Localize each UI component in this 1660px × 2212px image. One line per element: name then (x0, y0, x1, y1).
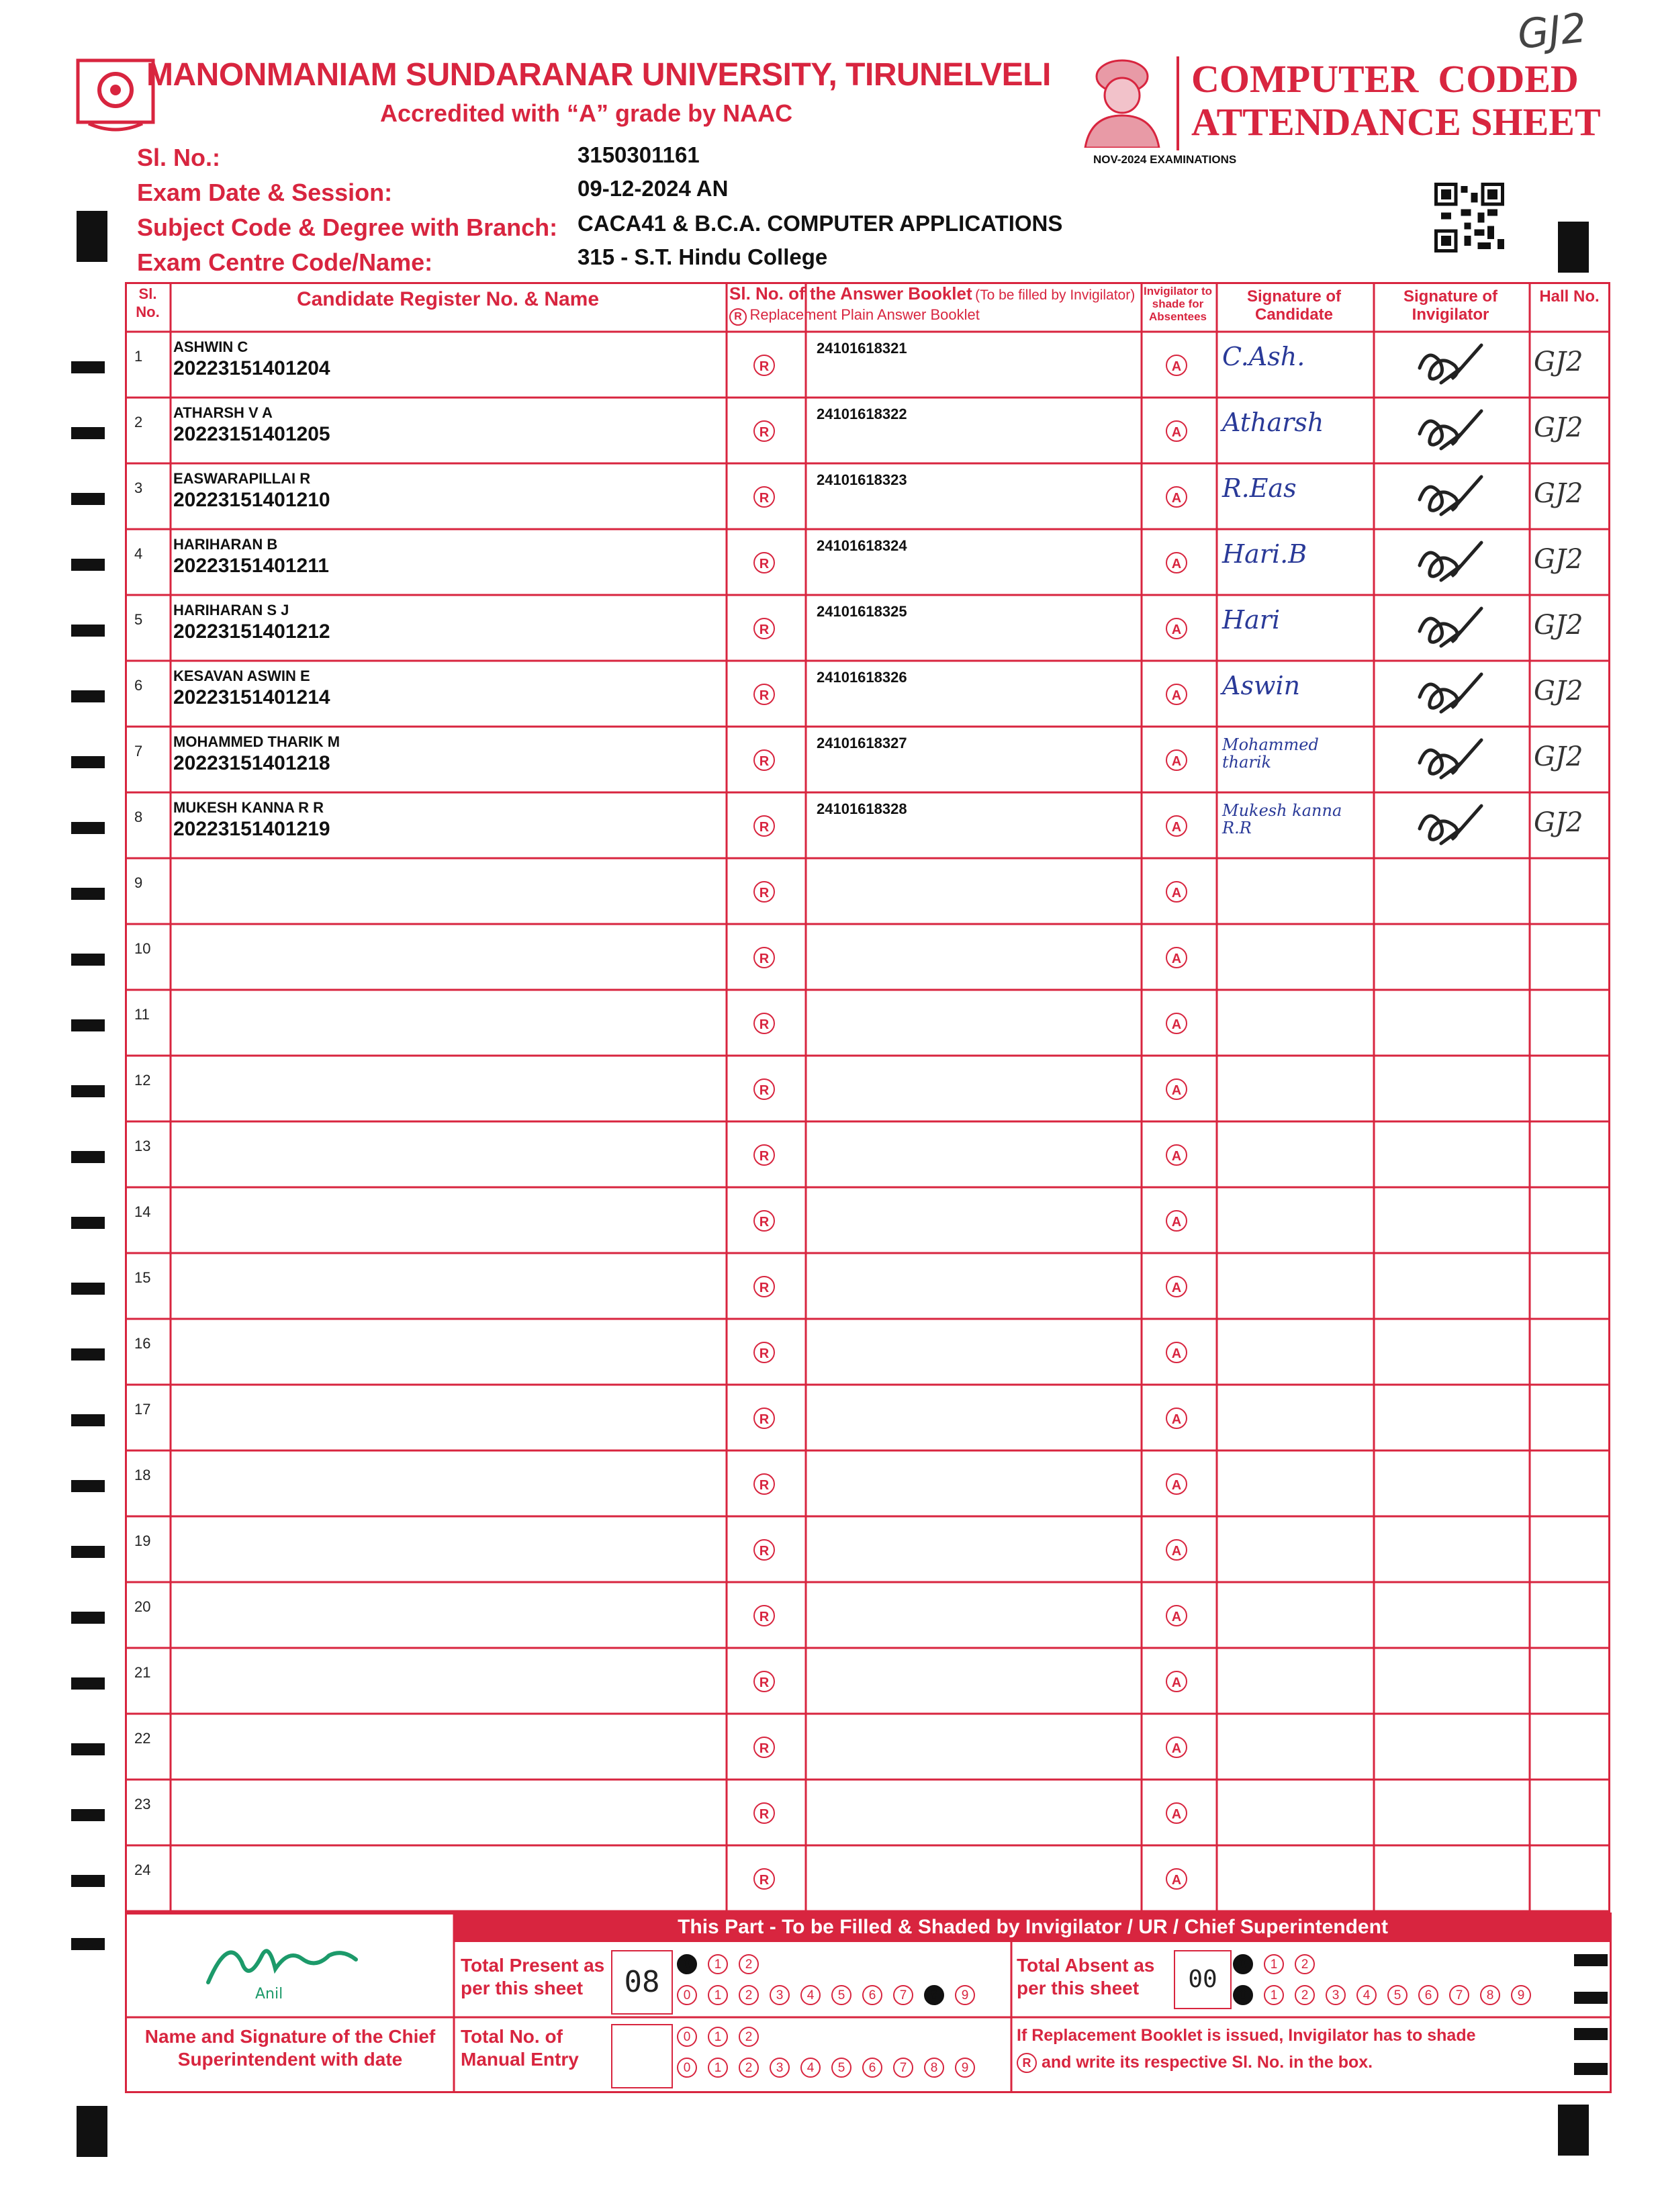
row-sl-no: 13 (134, 1138, 151, 1154)
timing-mark (71, 888, 105, 900)
absent-units-bubble-3[interactable]: 3 (1326, 1985, 1346, 2005)
subject-label: Subject Code & Degree with Branch: (137, 214, 558, 241)
replacement-bubble[interactable]: R (753, 1078, 775, 1100)
timing-mark (71, 1151, 105, 1163)
replacement-bubble[interactable]: R (753, 1671, 775, 1692)
row-sl-no: 2 (134, 414, 143, 430)
timing-mark (71, 756, 105, 768)
timing-mark (71, 1085, 105, 1097)
table-row (125, 1714, 1610, 1780)
answer-booklet-no: 24101618325 (817, 603, 907, 620)
absent-bubble[interactable]: A (1166, 947, 1187, 968)
header-booklet-note: (To be filled by Invigilator) (975, 287, 1136, 303)
present-tens-bubble-2[interactable]: 2 (739, 1954, 759, 1974)
present-units-bubble-5[interactable]: 5 (831, 1985, 851, 2005)
corner-mark-bottom-right (1558, 2105, 1589, 2156)
manual-tens-bubble-2[interactable]: 2 (739, 2027, 759, 2047)
header-sig-invigilator: Signature of Invigilator (1403, 287, 1497, 324)
header-candidate: Candidate Register No. & Name (296, 288, 600, 310)
invigilator-signature (1414, 341, 1488, 388)
absent-units-bubble-5[interactable]: 5 (1387, 1985, 1408, 2005)
replacement-bubble[interactable]: R (753, 684, 775, 705)
replacement-note-2-text: and write its respective Sl. No. in the box. (1041, 2053, 1373, 2072)
table-row (125, 1845, 1610, 1911)
present-units-bubble-9[interactable]: 9 (955, 1985, 975, 2005)
manual-units-bubble-0[interactable]: 0 (677, 2058, 697, 2078)
footer-banner: This Part - To be Filled & Shaded by Invigilator / UR / Chief Superintendent (454, 1913, 1612, 1942)
corner-mark-bottom-left (77, 2106, 107, 2157)
answer-booklet-no: 24101618323 (817, 471, 907, 488)
absent-units-bubble-2[interactable]: 2 (1295, 1985, 1315, 2005)
subject-value: CACA41 & B.C.A. COMPUTER APPLICATIONS (578, 211, 1063, 236)
table-row (125, 1450, 1610, 1516)
header-booklet-main: Sl. No. of the Answer Booklet (729, 283, 972, 304)
manual-entry-box[interactable] (611, 2024, 673, 2088)
total-present-label: Total Present as per this sheet (461, 1955, 605, 1998)
hall-no: GJ2 (1534, 478, 1583, 509)
candidate-register-no: 20223151401219 (173, 818, 330, 840)
answer-booklet-no: 24101618324 (817, 537, 907, 554)
table-row (125, 1780, 1610, 1845)
present-units-bubble-7[interactable]: 7 (893, 1985, 913, 2005)
table-row (125, 1253, 1610, 1319)
present-units-bubble-3[interactable]: 3 (770, 1985, 790, 2005)
replacement-bubble[interactable]: R (753, 1342, 775, 1363)
chief-signature-text: Anil (255, 1986, 283, 2002)
absent-units-bubble-9[interactable]: 9 (1511, 1985, 1531, 2005)
timing-mark (71, 954, 105, 966)
replacement-bubble[interactable]: R (753, 1210, 775, 1232)
replacement-bubble[interactable]: R (753, 1539, 775, 1561)
table-row (125, 1582, 1610, 1648)
absent-units-bubble-1[interactable]: 1 (1264, 1985, 1284, 2005)
row-sl-no: 14 (134, 1203, 151, 1220)
replacement-bubble[interactable]: R (753, 1408, 775, 1429)
timing-mark (71, 1677, 105, 1690)
candidate-signature: R.Eas (1222, 473, 1297, 503)
timing-mark (71, 1414, 105, 1426)
replacement-bubble[interactable]: R (753, 815, 775, 837)
handwritten-hall-code: GJ2 (1515, 4, 1589, 59)
row-sl-no: 16 (134, 1335, 151, 1352)
header-sl-no: Sl. No. (136, 285, 160, 320)
absent-bubble[interactable]: A (1166, 355, 1187, 376)
row-sl-no: 18 (134, 1467, 151, 1483)
present-tens-bubble-1[interactable]: 1 (708, 1954, 728, 1974)
absent-bubble[interactable]: A (1166, 815, 1187, 837)
hall-no: GJ2 (1534, 412, 1583, 443)
exam-date-label: Exam Date & Session: (137, 179, 393, 206)
timing-mark (71, 1612, 105, 1624)
row-sl-no: 11 (134, 1006, 150, 1023)
timing-mark (71, 1348, 105, 1361)
chief-signature (201, 1922, 389, 2002)
candidate-name: HARIHARAN S J (173, 602, 289, 618)
chief-superintendent-label: Name and Signature of the Chief Superintendent with date (144, 2026, 436, 2070)
table-row (125, 1648, 1610, 1714)
row-sl-no: 20 (134, 1598, 151, 1615)
absent-bubble[interactable]: A (1166, 749, 1187, 771)
absent-bubble[interactable]: A (1166, 1539, 1187, 1561)
timing-mark (71, 1217, 105, 1229)
invigilator-signature (1414, 670, 1488, 717)
table-row (125, 1187, 1610, 1253)
absent-bubble[interactable]: A (1166, 1078, 1187, 1100)
replacement-bubble[interactable]: R (753, 1276, 775, 1297)
hall-no: GJ2 (1534, 741, 1583, 772)
candidate-register-no: 20223151401210 (173, 489, 330, 511)
table-row (125, 858, 1610, 924)
invigilator-signature (1414, 604, 1488, 651)
absent-bubble[interactable]: A (1166, 1408, 1187, 1429)
table-row (125, 792, 1610, 858)
table-row (125, 990, 1610, 1056)
timing-mark (71, 690, 105, 702)
table-row (125, 1056, 1610, 1121)
replacement-bubble[interactable]: R (753, 355, 775, 376)
absent-bubble[interactable]: A (1166, 1210, 1187, 1232)
candidate-name: EASWARAPILLAI R (173, 470, 311, 487)
replacement-bubble[interactable]: R (753, 1737, 775, 1758)
timing-mark (71, 1480, 105, 1492)
sheet-title (1191, 58, 1601, 144)
table-row (125, 924, 1610, 990)
replacement-bubble[interactable]: R (753, 1144, 775, 1166)
table-row (125, 529, 1610, 595)
absent-bubble[interactable]: A (1166, 1342, 1187, 1363)
present-units-bubble-6[interactable]: 6 (862, 1985, 882, 2005)
candidate-name: ATHARSH V A (173, 404, 273, 421)
timing-mark (71, 1743, 105, 1755)
candidate-signature: Aswin (1222, 671, 1301, 700)
candidate-register-no: 20223151401214 (173, 686, 330, 708)
absent-bubble[interactable]: A (1166, 684, 1187, 705)
table-row (125, 398, 1610, 463)
answer-booklet-no: 24101618327 (817, 735, 907, 751)
candidate-register-no: 20223151401211 (173, 555, 329, 577)
replacement-bubble[interactable]: R (753, 947, 775, 968)
corner-mark-top-right (1558, 222, 1589, 273)
row-sl-no: 12 (134, 1072, 151, 1089)
manual-units-bubble-3[interactable]: 3 (770, 2058, 790, 2078)
answer-booklet-no: 24101618328 (817, 800, 907, 817)
timing-mark (71, 1809, 105, 1821)
candidate-register-no: 20223151401212 (173, 620, 330, 643)
invigilator-signature (1414, 736, 1488, 783)
timing-mark (71, 361, 105, 373)
row-sl-no: 1 (134, 348, 143, 365)
absent-bubble[interactable]: A (1166, 1276, 1187, 1297)
replacement-bubble[interactable]: R (753, 1802, 775, 1824)
candidate-signature: Mukesh kanna R.R (1222, 801, 1342, 837)
candidate-signature: Atharsh (1222, 408, 1324, 437)
candidate-name: MUKESH KANNA R R (173, 799, 324, 816)
total-present-box[interactable]: 08 (611, 1950, 673, 2015)
table-row (125, 1319, 1610, 1385)
replacement-bubble[interactable]: R (753, 1605, 775, 1626)
replacement-bubble[interactable]: R (753, 881, 775, 903)
replacement-bubble[interactable]: R (753, 1473, 775, 1495)
absent-bubble[interactable]: A (1166, 1868, 1187, 1890)
replacement-bubble[interactable]: R (753, 552, 775, 573)
table-row (125, 727, 1610, 792)
header-replacement-bubble: R (729, 308, 747, 326)
hall-no: GJ2 (1534, 807, 1583, 838)
replacement-bubble[interactable]: R (753, 486, 775, 508)
row-sl-no: 8 (134, 809, 143, 825)
replacement-bubble[interactable]: R (753, 420, 775, 442)
present-tens-bubble-0[interactable]: 0 (677, 1954, 697, 1974)
present-units-bubble-1[interactable]: 1 (708, 1985, 728, 2005)
row-sl-no: 22 (134, 1730, 151, 1747)
table-row (125, 1516, 1610, 1582)
present-units-bubble-2[interactable]: 2 (739, 1985, 759, 2005)
absent-units-bubble-4[interactable]: 4 (1356, 1985, 1377, 2005)
header-divider (1177, 56, 1179, 150)
header-hall-no: Hall No. (1539, 287, 1600, 306)
row-sl-no: 10 (134, 940, 151, 957)
timing-mark (71, 625, 105, 637)
hall-no: GJ2 (1534, 347, 1583, 377)
timing-mark (71, 1019, 105, 1031)
candidate-register-no: 20223151401218 (173, 752, 330, 774)
row-sl-no: 7 (134, 743, 143, 759)
row-sl-no: 19 (134, 1532, 151, 1549)
university-name: MANONMANIAM SUNDARANAR UNIVERSITY, TIRUNELVELI (146, 57, 1051, 93)
row-sl-no: 17 (134, 1401, 151, 1418)
sheet-title-line2: ATTENDANCE SHEET (1191, 100, 1601, 144)
row-sl-no: 23 (134, 1796, 151, 1812)
table-row (125, 1121, 1610, 1187)
sheet-title-line1: COMPUTER CODED (1191, 57, 1579, 101)
header-sig-candidate: Signature of Candidate (1246, 287, 1341, 324)
hall-no: GJ2 (1534, 544, 1583, 575)
candidate-signature: Hari.B (1222, 539, 1307, 569)
accreditation-text: Accredited with “A” grade by NAAC (380, 99, 793, 127)
timing-mark (71, 1938, 105, 1950)
timing-mark (71, 822, 105, 834)
absent-bubble[interactable]: A (1166, 1473, 1187, 1495)
university-logo (75, 56, 156, 137)
candidate-register-no: 20223151401204 (173, 357, 330, 379)
row-sl-no: 6 (134, 677, 143, 694)
present-units-bubble-8[interactable]: 8 (924, 1985, 944, 2005)
founder-portrait (1072, 54, 1172, 148)
timing-mark (71, 493, 105, 505)
invigilator-signature (1414, 539, 1488, 586)
table-row (125, 1385, 1610, 1450)
invigilator-signature (1414, 407, 1488, 454)
present-units-bubble-0[interactable]: 0 (677, 1985, 697, 2005)
absent-bubble[interactable]: A (1166, 881, 1187, 903)
manual-tens-bubble-1[interactable]: 1 (708, 2027, 728, 2047)
absent-tens-bubble-2[interactable]: 2 (1295, 1954, 1315, 1974)
row-sl-no: 5 (134, 611, 143, 628)
candidate-name: MOHAMMED THARIK M (173, 733, 340, 750)
manual-units-bubble-7[interactable]: 7 (893, 2058, 913, 2078)
absent-bubble[interactable]: A (1166, 1671, 1187, 1692)
manual-entry-label: Total No. of Manual Entry (461, 2026, 579, 2070)
absent-tens-bubble-0[interactable]: 0 (1233, 1954, 1253, 1974)
candidate-signature: Mohammed tharik (1222, 735, 1319, 772)
absent-bubble[interactable]: A (1166, 486, 1187, 508)
invigilator-signature (1414, 802, 1488, 849)
candidate-signature: Hari (1222, 605, 1281, 635)
exam-tag: NOV-2024 EXAMINATIONS (1093, 153, 1237, 166)
replacement-note: If Replacement Booklet is issued, Invigilator has to shade (1017, 2026, 1476, 2045)
manual-units-bubble-5[interactable]: 5 (831, 2058, 851, 2078)
total-absent-label: Total Absent as per this sheet (1017, 1955, 1155, 1998)
row-sl-no: 9 (134, 874, 143, 891)
absent-bubble[interactable]: A (1166, 618, 1187, 639)
candidate-name: ASHWIN C (173, 338, 248, 355)
sl-no-label: Sl. No.: (137, 144, 220, 171)
invigilator-signature (1414, 473, 1488, 520)
replacement-bubble[interactable]: R (753, 1013, 775, 1034)
timing-mark (71, 1283, 105, 1295)
row-sl-no: 24 (134, 1861, 151, 1878)
corner-mark-top-left (77, 211, 107, 262)
manual-units-bubble-2[interactable]: 2 (739, 2058, 759, 2078)
absent-units-bubble-6[interactable]: 6 (1418, 1985, 1438, 2005)
header-booklet (727, 285, 1143, 326)
absent-bubble[interactable]: A (1166, 1013, 1187, 1034)
row-sl-no: 4 (134, 545, 143, 562)
centre-value: 315 - S.T. Hindu College (578, 244, 828, 269)
absent-units-bubble-8[interactable]: 8 (1480, 1985, 1500, 2005)
absent-tens-bubble-1[interactable]: 1 (1264, 1954, 1284, 1974)
absent-bubble[interactable]: A (1166, 1144, 1187, 1166)
manual-units-bubble-9[interactable]: 9 (955, 2058, 975, 2078)
sl-no-value: 3150301161 (578, 142, 700, 167)
absent-bubble[interactable]: A (1166, 1737, 1187, 1758)
timing-mark (71, 1546, 105, 1558)
replacement-bubble[interactable]: R (753, 618, 775, 639)
centre-label: Exam Centre Code/Name: (137, 248, 433, 276)
candidate-register-no: 20223151401205 (173, 423, 330, 445)
manual-units-bubble-4[interactable]: 4 (800, 2058, 821, 2078)
manual-tens-bubble-0[interactable]: 0 (677, 2027, 697, 2047)
answer-booklet-no: 24101618321 (817, 340, 907, 357)
absent-bubble[interactable]: A (1166, 1802, 1187, 1824)
manual-units-bubble-8[interactable]: 8 (924, 2058, 944, 2078)
candidate-name: HARIHARAN B (173, 536, 278, 553)
absent-bubble[interactable]: A (1166, 1605, 1187, 1626)
table-row (125, 332, 1610, 398)
row-sl-no: 15 (134, 1269, 151, 1286)
timing-mark (71, 427, 105, 439)
manual-units-bubble-1[interactable]: 1 (708, 2058, 728, 2078)
timing-mark (71, 559, 105, 571)
timing-mark (71, 1875, 105, 1887)
qr-code (1434, 183, 1504, 252)
absent-bubble[interactable]: A (1166, 420, 1187, 442)
hall-no: GJ2 (1534, 610, 1583, 641)
total-absent-box[interactable]: 00 (1174, 1950, 1232, 2009)
answer-booklet-no: 24101618326 (817, 669, 907, 686)
exam-date-value: 09-12-2024 AN (578, 176, 729, 201)
table-row (125, 463, 1610, 529)
absent-bubble[interactable]: A (1166, 552, 1187, 573)
candidate-signature: C.Ash. (1222, 342, 1305, 371)
present-units-bubble-4[interactable]: 4 (800, 1985, 821, 2005)
row-sl-no: 21 (134, 1664, 151, 1681)
replacement-note-bubble: R (1017, 2053, 1037, 2073)
candidate-name: KESAVAN ASWIN E (173, 667, 310, 684)
row-sl-no: 3 (134, 479, 143, 496)
absent-units-bubble-7[interactable]: 7 (1449, 1985, 1469, 2005)
manual-units-bubble-6[interactable]: 6 (862, 2058, 882, 2078)
answer-booklet-no: 24101618322 (817, 406, 907, 422)
table-row (125, 661, 1610, 727)
replacement-note-2 (1017, 2051, 1373, 2074)
absent-units-bubble-0[interactable]: 0 (1233, 1985, 1253, 2005)
replacement-bubble[interactable]: R (753, 749, 775, 771)
header-invigilator-shade: Invigilator to shade for Absentees (1144, 285, 1212, 323)
hall-no: GJ2 (1534, 676, 1583, 706)
header-booklet-sub: Replacement Plain Answer Booklet (749, 306, 980, 323)
replacement-bubble[interactable]: R (753, 1868, 775, 1890)
table-row (125, 595, 1610, 661)
